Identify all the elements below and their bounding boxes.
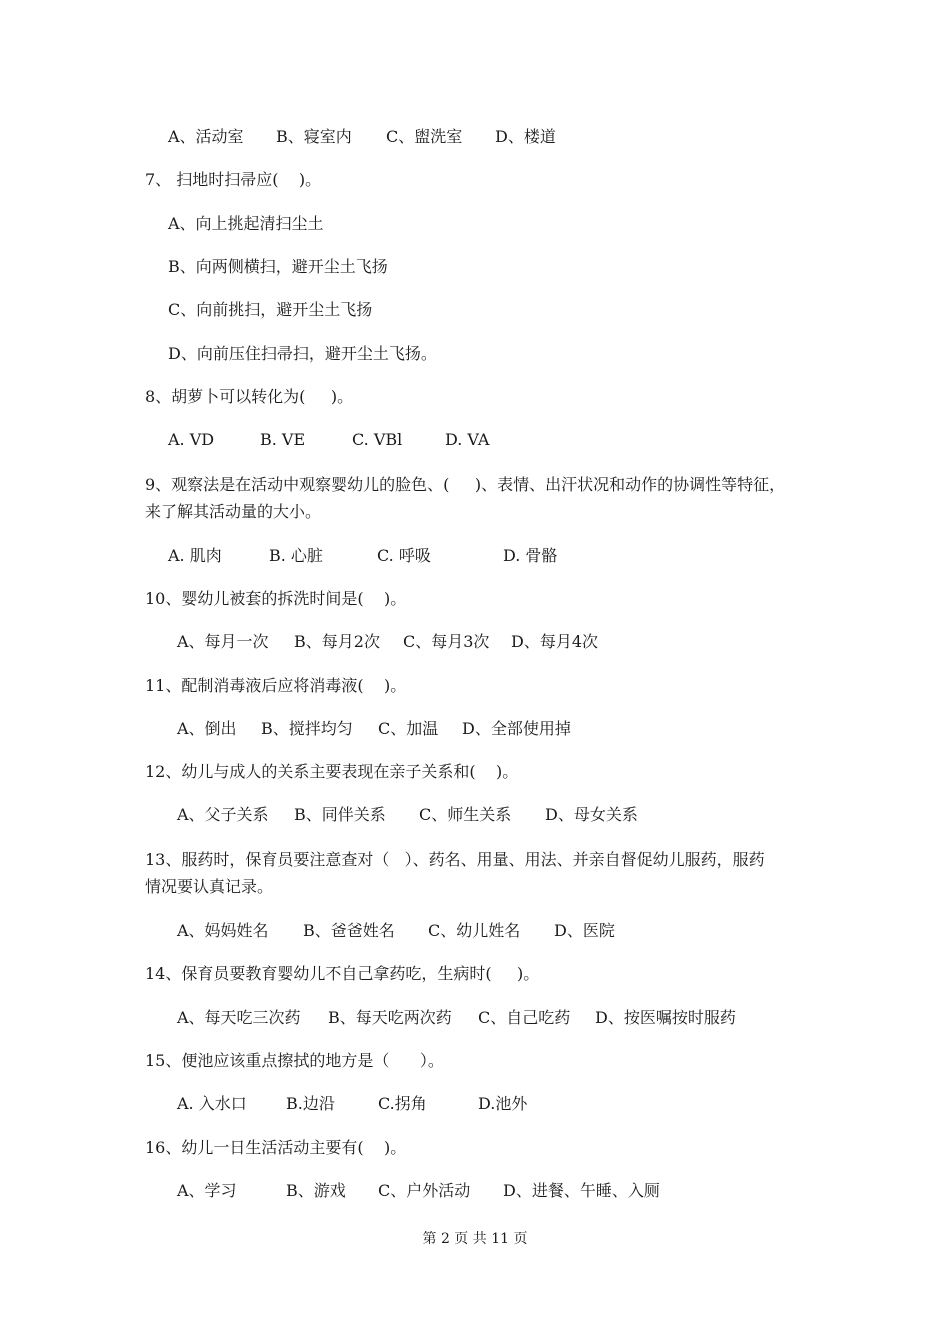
q7-question: 7、 扫地时扫帚应( )。 (145, 170, 322, 189)
q14-option-b: B、每天吃两次药 (328, 1008, 452, 1027)
q16-option-b: B、游戏 (286, 1181, 346, 1200)
q14-question: 14、保育员要教育婴幼儿不自己拿药吃，生病时( )。 (145, 964, 540, 983)
q8-option-b: B. VE (260, 430, 306, 449)
q9-question-line2: 来了解其活动量的大小。 (145, 502, 322, 521)
q9-option-d: D. 骨骼 (503, 546, 558, 565)
q13-option-b: B、爸爸姓名 (303, 921, 395, 940)
q10-option-c: C、每月3次 (403, 632, 490, 651)
q15-question: 15、便池应该重点擦拭的地方是（ ）。 (145, 1051, 444, 1070)
q10-option-a: A、每月一次 (177, 632, 269, 651)
q14-option-c: C、自己吃药 (478, 1008, 571, 1027)
q12-option-d: D、母女关系 (545, 805, 638, 824)
q11-option-c: C、加温 (378, 719, 439, 738)
q10-question: 10、婴幼儿被套的拆洗时间是( )。 (145, 589, 407, 608)
q10-option-b: B、每月2次 (294, 632, 380, 651)
q13-question-line2: 情况要认真记录。 (145, 877, 274, 896)
q11-option-d: D、全部使用掉 (462, 719, 571, 738)
q13-option-c: C、幼儿姓名 (428, 921, 521, 940)
q13-question-line1: 13、服药时，保育员要注意查对（ ）、药名、用量、用法、并亲自督促幼儿服药，服药 (145, 850, 765, 869)
q13-option-a: A、妈妈姓名 (177, 921, 269, 940)
q11-option-b: B、搅拌均匀 (261, 719, 353, 738)
q6-option-b: B、寝室内 (276, 127, 352, 146)
q7-option-d: D、向前压住扫帚扫，避开尘土飞扬。 (168, 344, 437, 363)
q8-option-d: D. VA (445, 430, 490, 449)
q15-option-b: B.边沿 (286, 1094, 335, 1113)
q16-question: 16、幼儿一日生活活动主要有( )。 (145, 1138, 407, 1157)
q9-option-b: B. 心脏 (269, 546, 323, 565)
q12-option-a: A、父子关系 (177, 805, 269, 824)
q6-option-d: D、楼道 (495, 127, 556, 146)
q6-option-c: C、盥洗室 (386, 127, 463, 146)
q6-option-a: A、活动室 (168, 127, 244, 146)
q9-option-c: C. 呼吸 (377, 546, 431, 565)
q16-option-a: A、学习 (177, 1181, 237, 1200)
q8-option-c: C. VBl (352, 430, 403, 449)
q14-option-a: A、每天吃三次药 (177, 1008, 301, 1027)
q9-option-a: A. 肌肉 (168, 546, 222, 565)
q8-question: 8、胡萝卜可以转化为( )。 (145, 387, 354, 406)
q9-question-line1: 9、观察法是在活动中观察婴幼儿的脸色、( )、表情、出汗状况和动作的协调性等特征， (145, 475, 786, 494)
q10-option-d: D、每月4次 (511, 632, 599, 651)
q7-option-c: C、向前挑扫，避开尘土飞扬 (168, 300, 373, 319)
page-number-footer: 第 2 页 共 11 页 (422, 1231, 528, 1247)
q8-option-a: A. VD (168, 430, 215, 449)
q7-option-b: B、向两侧横扫，避开尘土飞扬 (168, 257, 388, 276)
q7-option-a: A、向上挑起清扫尘土 (168, 214, 324, 233)
q16-option-c: C、户外活动 (378, 1181, 471, 1200)
q15-option-c: C.拐角 (378, 1094, 427, 1113)
q12-question: 12、幼儿与成人的关系主要表现在亲子关系和( )。 (145, 762, 519, 781)
q11-option-a: A、倒出 (177, 719, 237, 738)
q11-question: 11、配制消毒液后应将消毒液( )。 (145, 676, 407, 695)
q12-option-b: B、同伴关系 (294, 805, 386, 824)
q15-option-d: D.池外 (478, 1094, 528, 1113)
q14-option-d: D、按医嘱按时服药 (595, 1008, 736, 1027)
q13-option-d: D、医院 (554, 921, 615, 940)
q12-option-c: C、师生关系 (419, 805, 512, 824)
q15-option-a: A. 入水口 (177, 1094, 247, 1113)
q16-option-d: D、进餐、午睡、入厕 (503, 1181, 660, 1200)
